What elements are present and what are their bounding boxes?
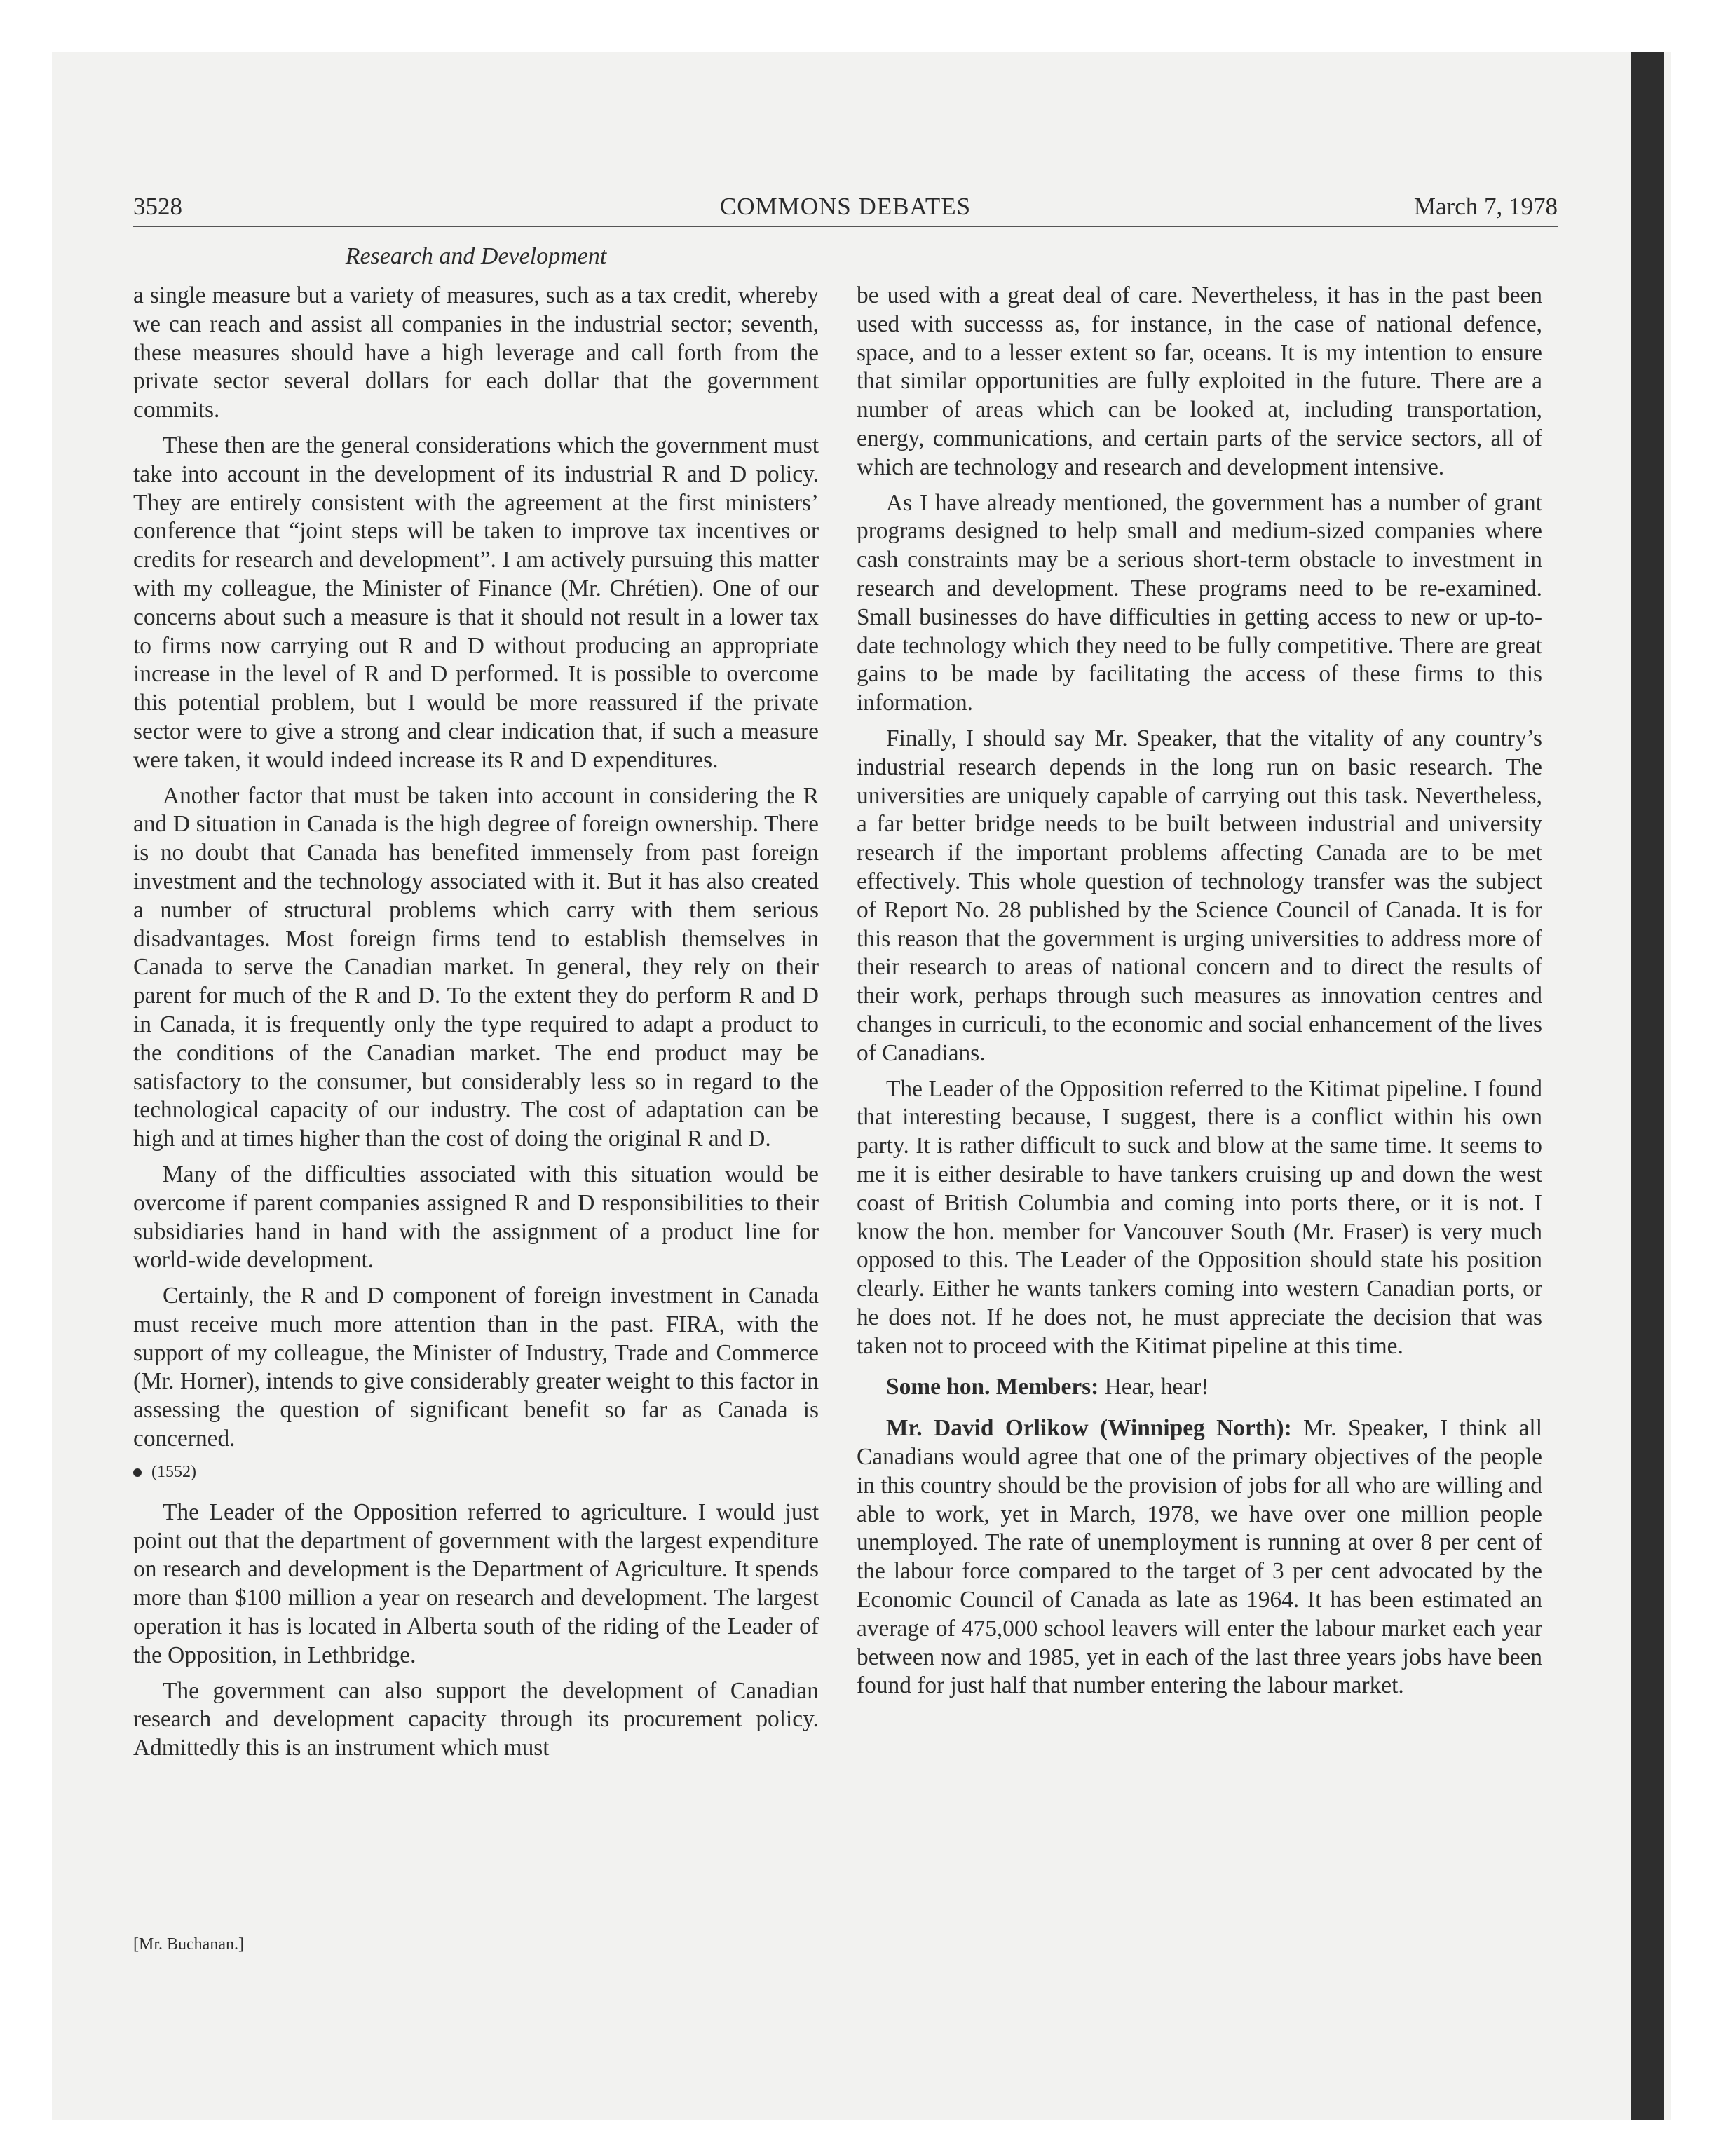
timestamp: (1552): [151, 1462, 196, 1481]
paragraph: The Leader of the Opposition referred to the Kitimat pipeline. I found that interesting because, I suggest, there is a conflict within his own party. It is rather difficult to suck and blow at the same time. It seems to me it is either desirable to have tankers cruising up and down the west coast of British Columbia and coming into ports there, or it is not. I know the hon. member for Vancouver South (Mr. Fraser) is very much opposed to this. The Leader of the Opposition should state his position clearly. Either he wants tankers coming into western Canadian ports, or he does not. If he does not, he must appreciate the decision that was taken not to proceed with the Kitimat pipeline at this time.: [857, 1075, 1542, 1359]
paragraph: a single measure but a variety of measures, such as a tax credit, whereby we can reach and assist all companies in the industrial sector; seventh, these measures should have a high leverage and call forth from the private sector several dollars for each dollar that the government commits.: [133, 282, 819, 423]
header-date: March 7, 1978: [1413, 193, 1558, 220]
bullet-icon: [133, 1468, 142, 1477]
timestamp-marker: [133, 1461, 819, 1483]
paragraph: The Leader of the Opposition referred to agriculture. I would just point out that the department of government with the largest expenditure on research and development is the Department of Agriculture. It spends more than $100 million a year on research and development. The largest operation it has is located in Alberta south of the riding of the Leader of the Opposition, in Lethbridge.: [133, 1499, 819, 1668]
journal-title: COMMONS DEBATES: [719, 193, 972, 220]
paragraph: Another factor that must be taken into account in considering the R and D situation in Canada is the high degree of foreign ownership. There is no doubt that Canada has benefited immensely from past foreign investment and the technology associated with it. But it has also created a number of structural problems which carry with them serious disadvantages. Most foreign firms tend to establish themselves in Canada to serve the Canadian market. In general, they rely on their parent for much of the R and D. To the extent they do perform R and D in Canada, it is frequently only the type required to adapt a product to the conditions of the Canadian market. The end product may be satisfactory to the consumer, but considerably less so in regard to the technological capacity of our industry. The cost of adaptation can be high and at times higher than the cost of doing the original R and D.: [133, 782, 819, 1152]
scan-edge-shadow: [1631, 52, 1664, 2120]
paragraph: be used with a great deal of care. Nevertheless, it has in the past been used with successs as, for instance, in the case of national defence, space, and to a lesser extent so far, oceans. It is my intention to ensure that similar opportunities are fully exploited in the future. There are a number of areas which can be looked at, including transportation, energy, communications, and certain parts of the service sectors, all of which are technology and research and development intensive.: [857, 282, 1542, 480]
interjection: [857, 1373, 1542, 1402]
paragraph: Many of the difficulties associated with this situation would be overcome if parent companies assigned R and D responsibilities to their subsidiaries hand in hand with the assignment of a product line for world-wide development.: [133, 1161, 819, 1274]
section-title: Research and Development: [345, 243, 607, 269]
speech-text: Mr. Speaker, I think all Canadians would agree that one of the primary objectives of the people in this country should be the provision of jobs for all who are willing and able to work, yet in March, 1978, we have over one million people unemployed. The rate of unemployment is running at over 8 per cent of the labour force compared to the target of 3 per cent advocated by the Economic Council of Canada as late as 1964. It has been estimated an average of 475,000 school leavers will enter the labour market each year between now and 1985, yet in each of the last three years jobs have been found for just half that number entering the labour market.: [857, 1415, 1542, 1699]
speaker-name: Mr. David Orlikow (Winnipeg North):: [886, 1415, 1292, 1442]
paragraph: As I have already mentioned, the government has a number of grant programs designed to help small and medium-sized companies where cash constraints may be a serious short-term obstacle to investment in research and development. These programs need to be re-examined. Small businesses do have difficulties in getting access to new or up-to-date technology which they need to be fully competitive. There are great gains to be made by facilitating the access of these firms to this information.: [857, 489, 1542, 716]
page-header: [133, 188, 1558, 226]
paragraph: Finally, I should say Mr. Speaker, that the vitality of any country’s industrial research depends in the long run on basic research. The universities are uniquely capable of carrying out this task. Nevertheless, a far better bridge needs to be built between industrial and university research if the important problems affecting Canada are to be met effectively. This whole question of technology transfer was the subject of Report No. 28 published by the Science Council of Canada. It is for this reason that the government is urging universities to address more of their research to areas of national concern and to direct the results of their work, perhaps through such measures as innovation centres and changes in curriculi, to the economic and social enhancement of the lives of Canadians.: [857, 725, 1542, 1066]
right-column: [857, 282, 1542, 1707]
header-rule: [133, 226, 1558, 227]
speaker-attribution: [Mr. Buchanan.]: [133, 1935, 244, 1953]
paragraph: The government can also support the development of Canadian research and development capacity through its procurement policy. Admittedly this is an instrument which must: [133, 1677, 819, 1761]
left-column: [133, 282, 819, 1770]
speaker-name: Some hon. Members:: [886, 1374, 1099, 1400]
speech-text: Hear, hear!: [1098, 1374, 1209, 1400]
paragraph: Certainly, the R and D component of foreign investment in Canada must receive much more attention than in the past. FIRA, with the support of my colleague, the Minister of Industry, Trade and Commerce (Mr. Horner), intends to give considerably greater weight to this factor in assessing the question of significant benefit so far as Canada is concerned.: [133, 1283, 819, 1452]
paragraph: These then are the general considerations which the government must take into account in the development of its industrial R and D policy. They are entirely consistent with the agreement at the first ministers’ conference that “joint steps will be taken to improve tax incentives or credits for research and development”. I am actively pursuing this matter with my colleague, the Minister of Finance (Mr. Chrétien). One of our concerns about such a measure is that it should not result in a lower tax to firms now carrying out R and D without producing an appropriate increase in the level of R and D performed. It is possible to overcome this potential problem, but I would be more reassured if the private sector were to give a strong and clear indication that, if such a measure were taken, it would indeed increase its R and D expenditures.: [133, 432, 819, 773]
page-number: 3528: [133, 193, 182, 220]
speech: [857, 1414, 1542, 1700]
